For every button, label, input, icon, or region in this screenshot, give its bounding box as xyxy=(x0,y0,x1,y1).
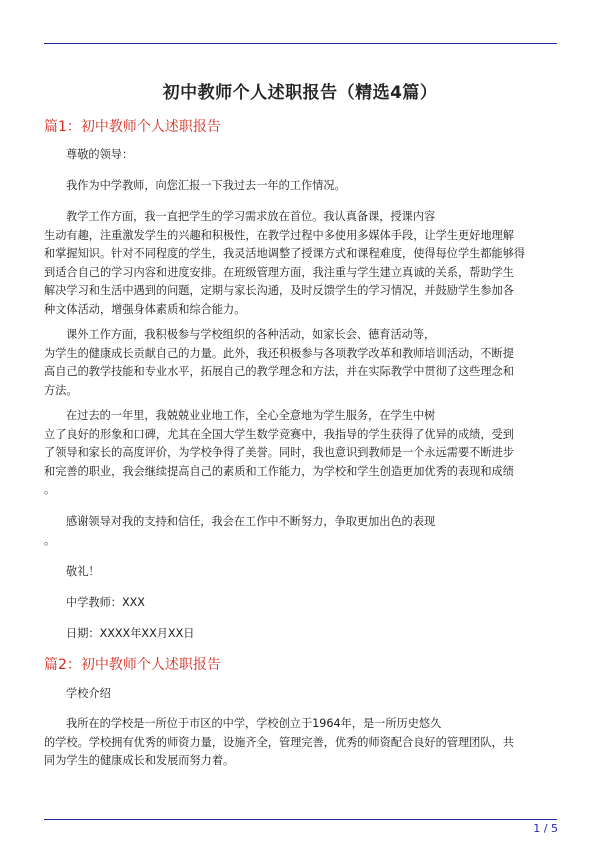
paragraph-line: 课外工作方面，我积极参与学校组织的各种活动，如家长会、德育活动等， xyxy=(66,328,436,341)
subheading-line: 学校介绍 xyxy=(66,687,111,700)
closing-line: 敬礼！ xyxy=(66,565,100,578)
paragraph-line: 。 xyxy=(44,533,56,547)
page-number: 1 / 5 xyxy=(533,822,558,835)
paragraph-line: 高自己的教学技能和专业水平，拓展自己的教学理念和方法，并在实际教学中贯彻了这些理念和 xyxy=(44,365,514,378)
section2-heading: 篇2：初中教师个人述职报告 xyxy=(44,657,221,673)
document-title: 初中教师个人述职报告（精选4篇） xyxy=(162,83,438,103)
intro-line: 我作为中学教师，向您汇报一下我过去一年的工作情况。 xyxy=(66,179,346,192)
section1-closing xyxy=(44,563,556,582)
paragraph-line: 和完善的职业，我会继续提高自己的素质和工作能力，为学校和学生创造更加优秀的表现和成绩 xyxy=(44,464,514,478)
section1-signature xyxy=(44,594,556,613)
section1-paragraph-3 xyxy=(44,407,556,500)
paragraph-line: 感谢领导对我的支持和信任，我会在工作中不断努力，争取更加出色的表现 xyxy=(66,515,436,528)
section1-paragraph-1 xyxy=(44,208,556,319)
paragraph-line: 到适合自己的学习内容和进度安排。在班级管理方面，我注重与学生建立真诚的关系，帮助学生 xyxy=(44,265,514,279)
paragraph-line: 解决学习和生活中遇到的问题，定期与家长沟通，及时反馈学生的学习情况，并鼓励学生参加各 xyxy=(44,284,514,297)
paragraph-line: 的学校。学校拥有优秀的师资力量，设施齐全，管理完善，优秀的师资配合良好的管理团队，共 xyxy=(44,735,514,749)
paragraph-line: 立了良好的形象和口碑，尤其在全国大学生数学竞赛中，我指导的学生获得了优异的成绩，受到 xyxy=(44,427,514,441)
signature-line: 中学教师：XXX xyxy=(66,596,145,609)
section2-subheading xyxy=(44,685,556,704)
section2-paragraph-1 xyxy=(44,715,556,771)
date-line: 日期：XXXX年XX月XX日 xyxy=(66,627,195,640)
paragraph-line: 种文体活动，增强身体素质和综合能力。 xyxy=(44,302,246,316)
section1-greeting xyxy=(44,146,556,165)
paragraph-line: 生动有趣，注重激发学生的兴趣和积极性，在教学过程中多使用多媒体手段，让学生更好地理解 xyxy=(44,228,514,242)
paragraph-line: 为学生的健康成长贡献自己的力量。此外，我还积极参与各项教学改革和教师培训活动，不断提 xyxy=(44,346,514,360)
section1-date xyxy=(44,625,556,644)
paragraph-line: 和掌握知识。针对不同程度的学生，我灵活地调整了授课方式和课程难度，使得每位学生都能够得 xyxy=(44,247,526,260)
header-rule xyxy=(44,43,557,44)
paragraph-line: 教学工作方面，我一直把学生的学习需求放在首位。我认真备课，授课内容 xyxy=(66,210,436,223)
paragraph-line: 在过去的一年里，我兢兢业业地工作，全心全意地为学生服务，在学生中树 xyxy=(66,409,436,422)
paragraph-line: 同为学生的健康成长和发展而努力着。 xyxy=(44,754,235,767)
paragraph-line: 方法。 xyxy=(44,383,78,397)
greeting-line: 尊敬的领导： xyxy=(66,148,134,161)
section1-paragraph-2 xyxy=(44,326,556,400)
section1-heading: 篇1：初中教师个人述职报告 xyxy=(44,119,221,135)
paragraph-line: 我所在的学校是一所位于市区的中学，学校创立于1964年，是一所历史悠久 xyxy=(66,717,442,730)
paragraph-line: 。 xyxy=(44,483,56,496)
section1-intro xyxy=(44,177,556,196)
section1-paragraph-4 xyxy=(44,513,556,550)
footer-rule xyxy=(44,819,557,820)
paragraph-line: 了领导和家长的高度评价，为学校争得了美誉。同时，我也意识到教师是一个永远需要不断进步 xyxy=(44,446,514,459)
